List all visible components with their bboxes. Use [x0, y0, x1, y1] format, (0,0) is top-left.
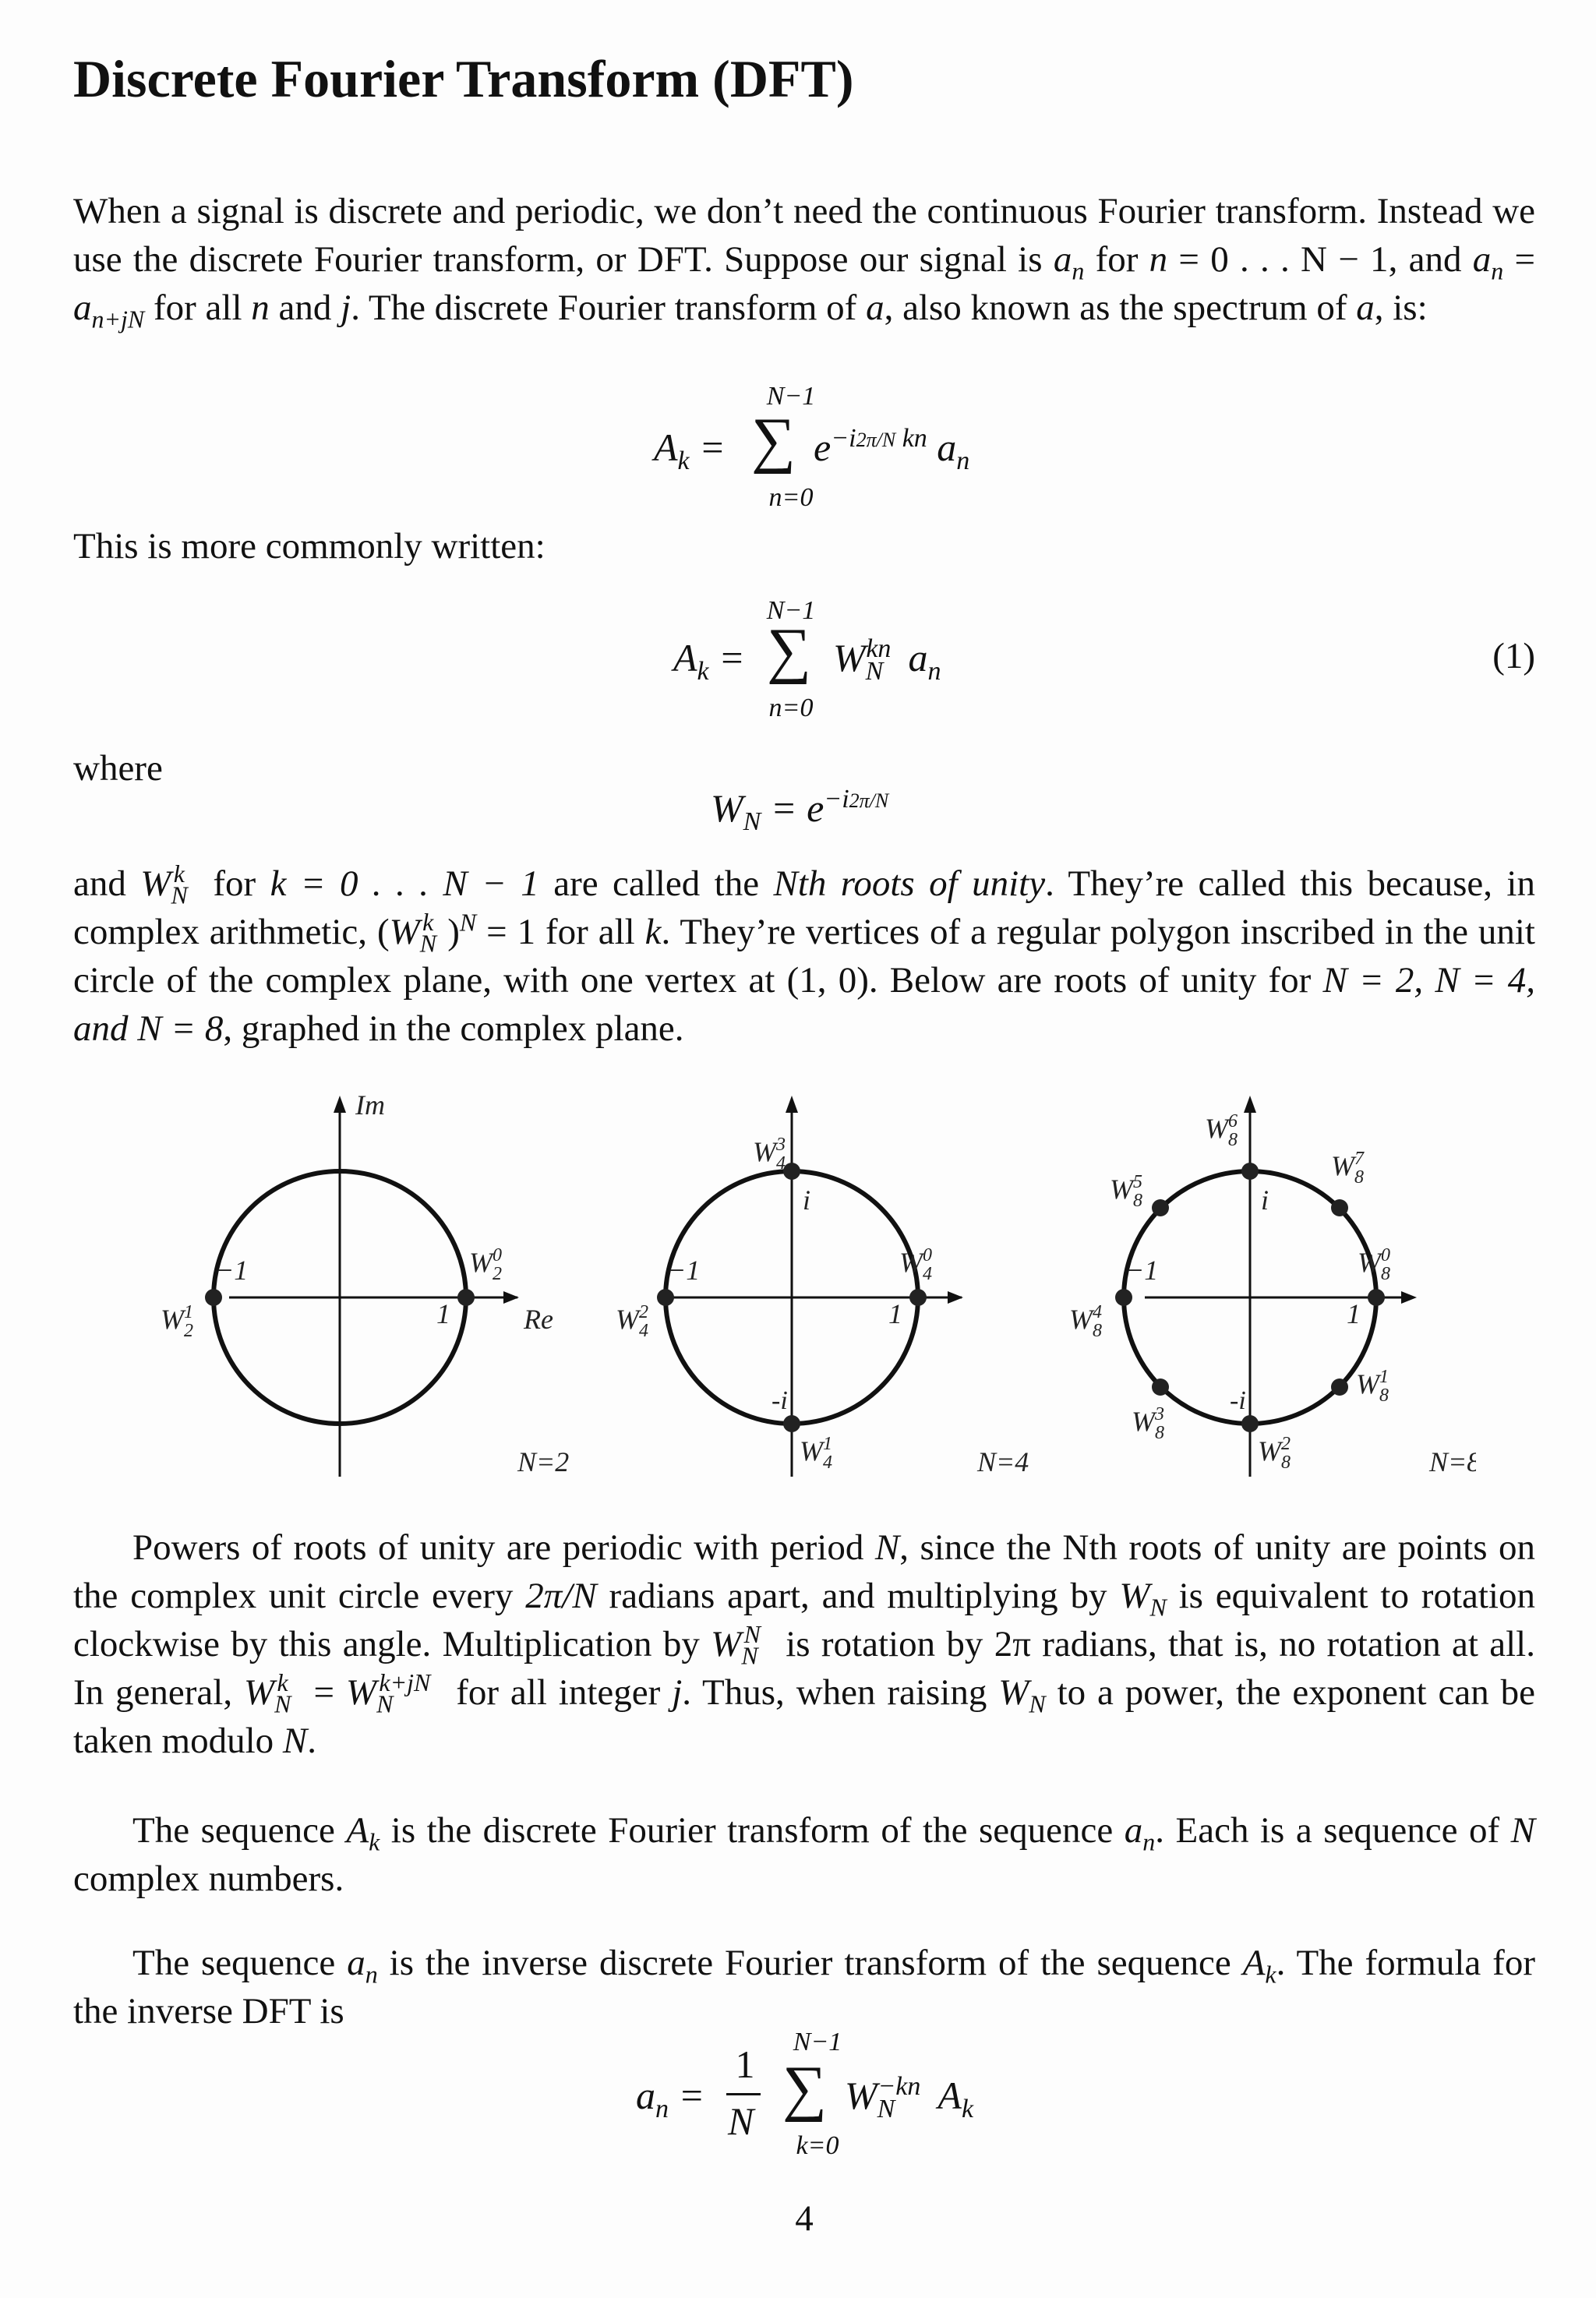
w8-3-label: $W_83$: [1132, 1404, 1164, 1443]
plot-n2: [205, 1096, 519, 1477]
root-w8-3: [1152, 1378, 1169, 1396]
w8-6-label: $W_86$: [1205, 1111, 1238, 1150]
sum-upper-limit: N−1: [766, 596, 816, 625]
root-w2-1: [205, 1289, 222, 1306]
paragraph-inverse: The sequence $a_n$ is the inverse discrete Fourier transform of the sequence $A_k$. The formula for the inverse DFT is: [73, 1943, 1535, 2031]
root-w8-1: [1331, 1378, 1348, 1396]
paragraph-commonly: This is more commonly written:: [73, 526, 546, 567]
n4-label: N=4: [977, 1446, 1029, 1477]
sum-lower-limit: n=0: [768, 694, 814, 722]
w4-3-label: $W_43$: [753, 1135, 786, 1174]
re-label: Re: [524, 1304, 553, 1335]
root-w8-0: [1368, 1289, 1385, 1306]
root-w8-7: [1331, 1199, 1348, 1216]
sum-upper-limit: N−1: [793, 2028, 842, 2056]
paragraph-periodic: Powers of roots of unity are periodic with period N, since the Nth roots of unity are points on the complex unit circle every 2π/N radians apart, and multiplying by $W_N$ is equivalent to rotation clockwise by this angle. Multiplication by $W_N^N$ is rotation by 2π radians, that is, no rotation at all. In general, $W_N^k = W_N^{k+jN}$ for all integer j. Thus, when raising $W_N$ to a power, the exponent can be taken modulo N.: [73, 1527, 1535, 1761]
root-w4-2: [657, 1289, 674, 1306]
one-label: 1: [888, 1298, 902, 1329]
minus-i-label: -i: [1230, 1386, 1246, 1415]
one-label: 1: [436, 1298, 450, 1329]
n2-label: N=2: [517, 1446, 570, 1477]
minus-one-label: −1: [1125, 1255, 1159, 1286]
fraction-bar: [726, 2093, 761, 2095]
w8-1-label: $W_81$: [1356, 1367, 1389, 1406]
equation-number: (1): [1492, 636, 1535, 676]
w4-1-label: $W_41$: [800, 1434, 832, 1473]
sum-lower-limit: k=0: [796, 2131, 839, 2160]
i-label: i: [803, 1184, 811, 1216]
figure-roots-of-unity: [151, 1075, 1476, 1492]
root-w8-4: [1115, 1289, 1132, 1306]
root-w4-1: [783, 1415, 800, 1432]
root-w8-5: [1152, 1199, 1169, 1216]
w8-2-label: $W_82$: [1258, 1434, 1291, 1473]
w8-7-label: $W_87$: [1331, 1149, 1364, 1188]
i-label: i: [1261, 1184, 1269, 1216]
root-w8-2: [1241, 1415, 1259, 1432]
w8-4-label: $W_84$: [1069, 1302, 1102, 1341]
one-label: 1: [1347, 1298, 1361, 1329]
w4-0-label: $W_40$: [899, 1245, 932, 1284]
root-w4-3: [783, 1163, 800, 1180]
w2-1-label: $W_21$: [161, 1302, 193, 1341]
im-label: Im: [355, 1089, 385, 1121]
paragraph-roots: and $W_N^k$ for k = 0 . . . N − 1 are called the Nth roots of unity. They’re called this because, in complex arithmetic, ($W_N^k$ )$^N$ = 1 for all k. They’re vertices of a regular polygon inscribed in the unit circle of the complex plane, with one vertex at (1, 0). Below are roots of unity for N = 2, N = 4, and N = 8, graphed in the complex plane.: [73, 860, 1535, 1049]
paragraph-intro: When a signal is discrete and periodic, we don’t need the continuous Fourier transform. Instead we use the discrete Fourier transform, or DFT. Suppose our signal is $a_n$ for n = 0 . . . N − 1, and $a_n = a_{n+jN}$ for all n and j. The discrete Fourier transform of a, also known as the spectrum of a, is:: [73, 191, 1535, 334]
sum-lower-limit: n=0: [768, 483, 814, 512]
sum-upper-limit: N−1: [766, 382, 816, 411]
minus-one-label: −1: [667, 1255, 701, 1286]
plot-n4: [657, 1096, 963, 1477]
w4-2-label: $W_42$: [616, 1302, 648, 1341]
minus-i-label: -i: [772, 1386, 788, 1415]
page-number: 4: [795, 2198, 814, 2239]
minus-one-label: −1: [215, 1255, 249, 1286]
page-title: Discrete Fourier Transform (DFT): [73, 49, 854, 108]
root-w2-0: [457, 1289, 475, 1306]
paragraph-where: where: [73, 748, 163, 789]
equation-wn: $W_N = e^{-i2\pi/N}$: [711, 785, 889, 836]
w2-0-label: $W_20$: [469, 1245, 502, 1284]
w8-0-label: $W_80$: [1358, 1245, 1390, 1284]
figure-svg: [151, 1075, 1476, 1488]
n8-label: N=8: [1429, 1446, 1476, 1477]
root-w4-0: [909, 1289, 927, 1306]
paragraph-sequence-ak: The sequence $A_k$ is the discrete Fourier transform of the sequence $a_n$. Each is a sequence of N complex numbers.: [73, 1810, 1536, 1899]
fraction-numerator: 1: [735, 2042, 755, 2086]
w8-5-label: $W_85$: [1110, 1172, 1142, 1211]
root-w8-6: [1241, 1163, 1259, 1180]
